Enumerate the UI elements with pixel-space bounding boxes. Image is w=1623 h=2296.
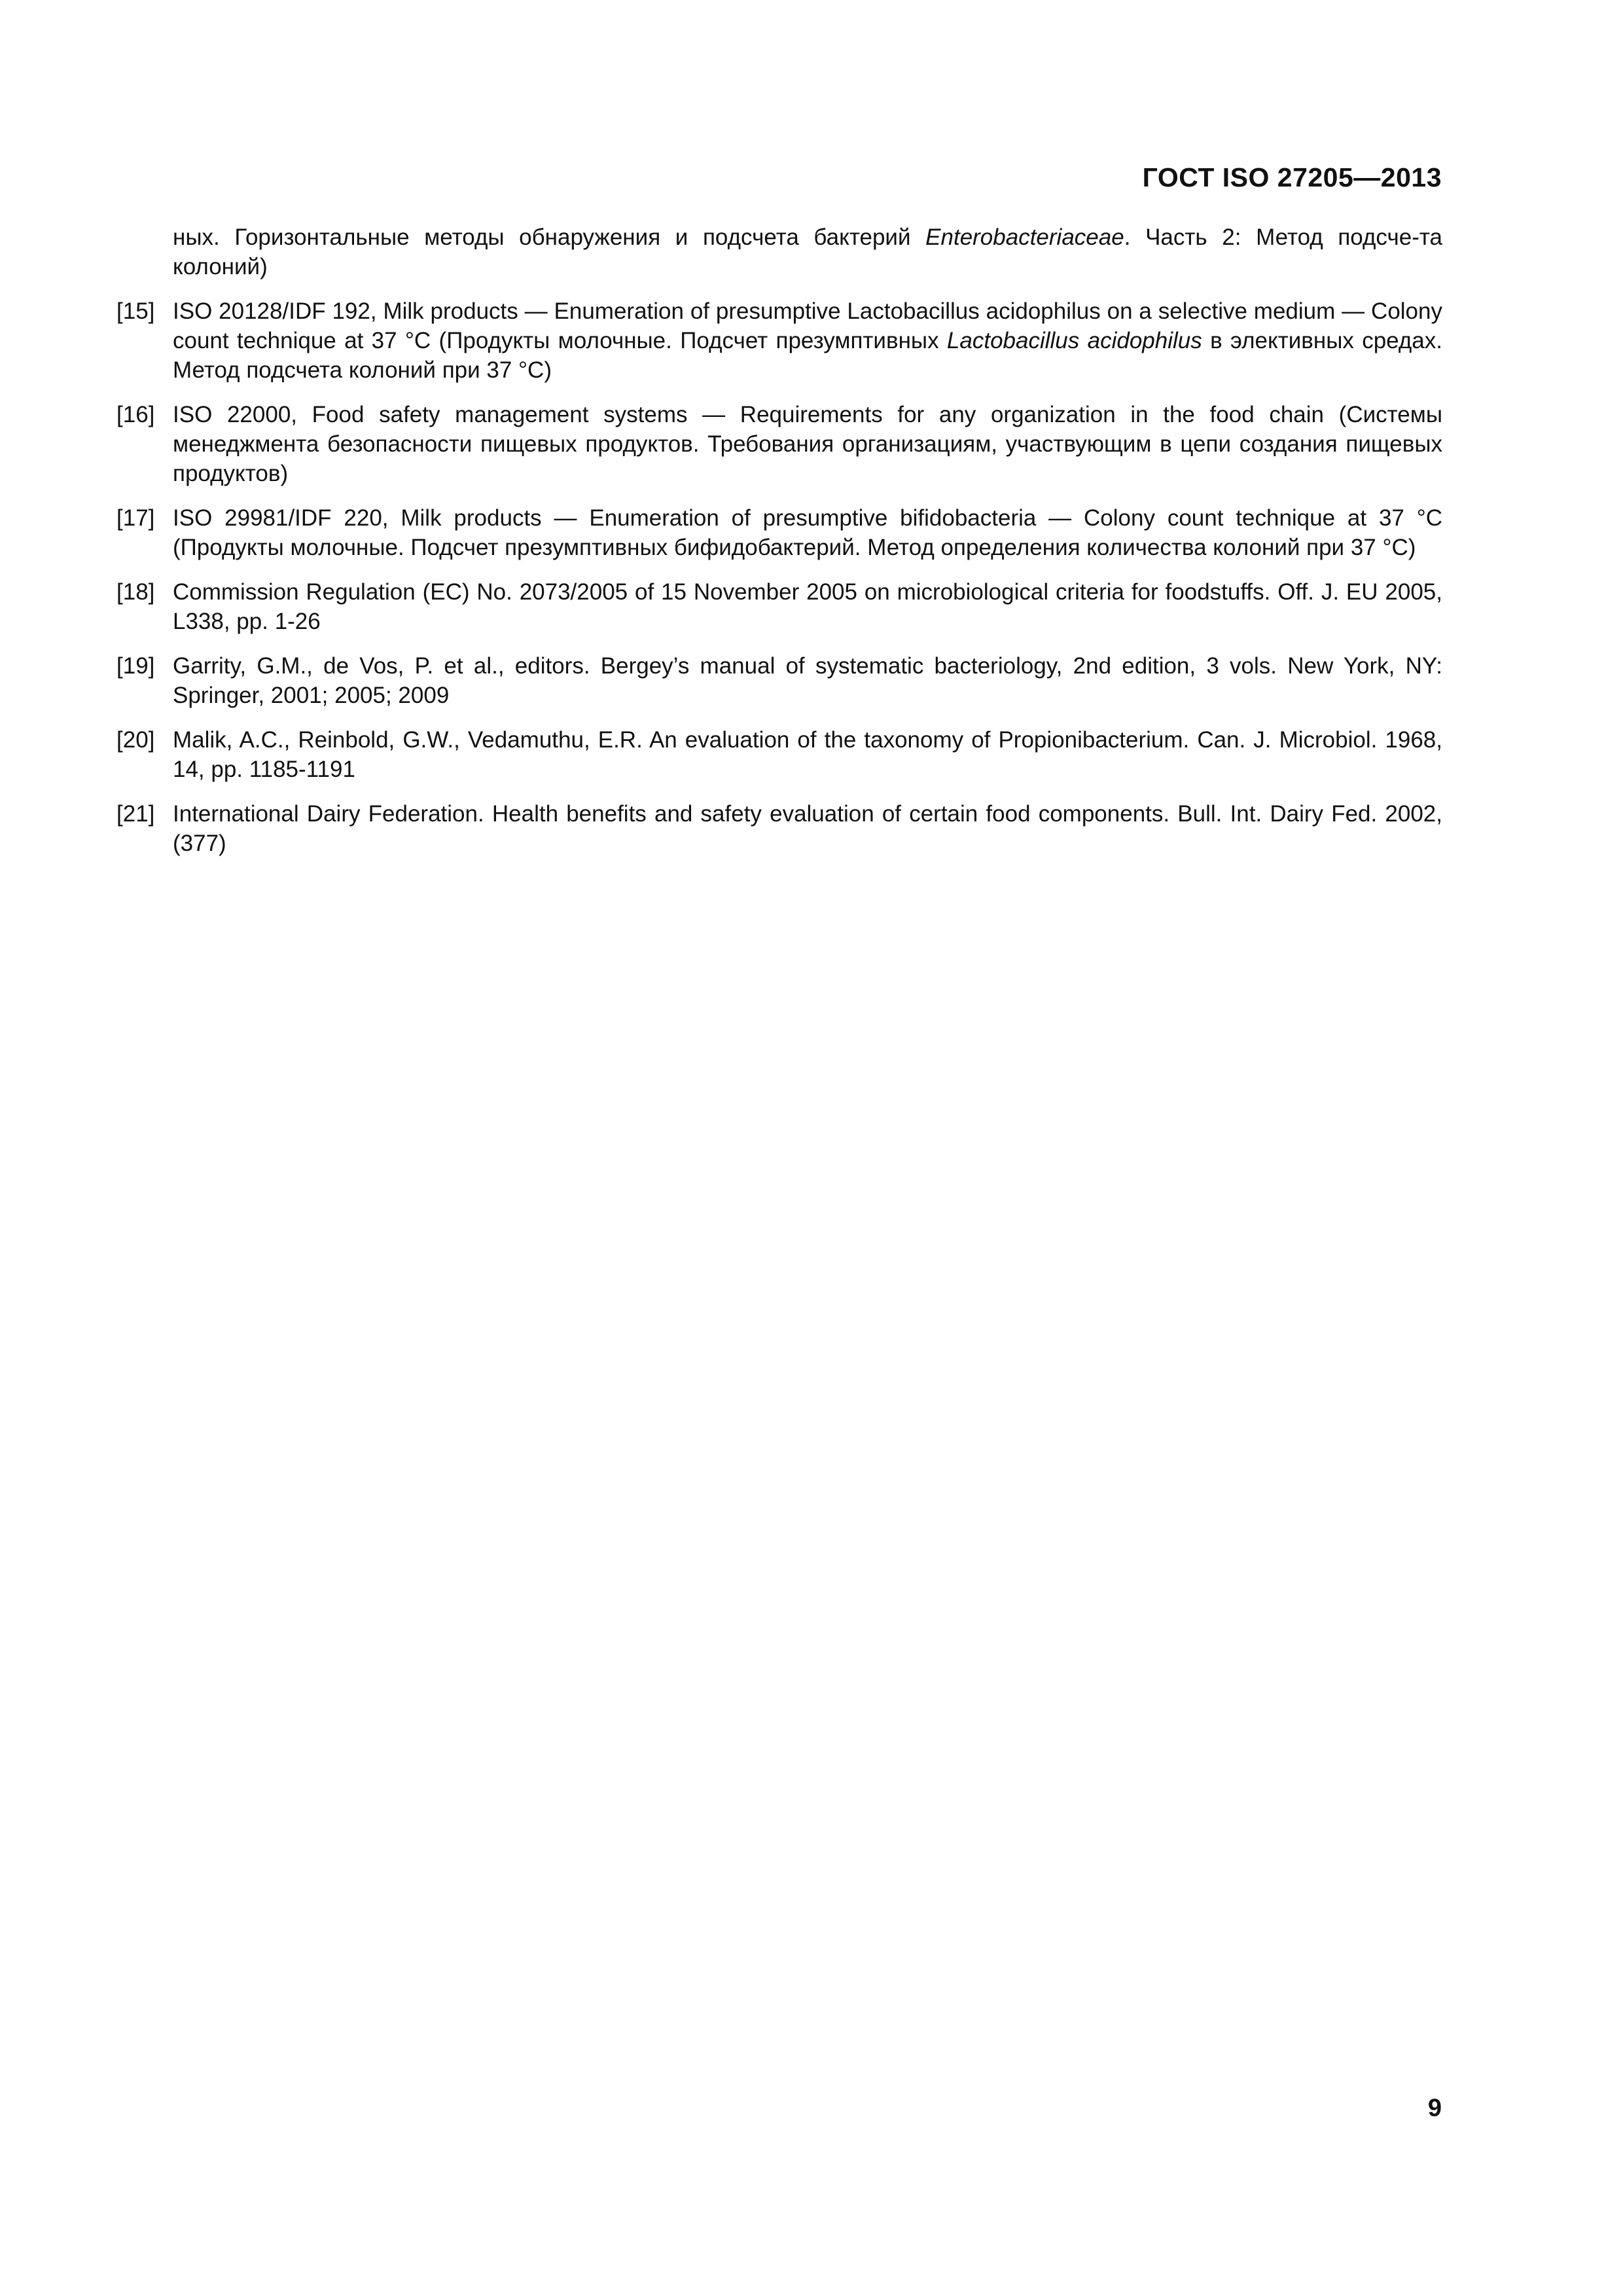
reference-number: [20]: [116, 727, 155, 753]
page-number: 9: [1427, 2094, 1442, 2122]
reference-20: [116, 725, 1442, 784]
reference-text-part: . Часть 2: Метод подсче-та колоний): [173, 224, 1442, 279]
reference-continuation: [116, 223, 1442, 281]
reference-text: Commission Regulation (EC) No. 2073/2005 of 15 November 2005 on microbiological criteria for foodstuffs. Off. J. EU 2005, L338, pp. 1-26: [173, 579, 1442, 634]
reference-text: International Dairy Federation. Health benefits and safety evaluation of certain food components. Bull. Int. Dairy Fed. 2002, (377): [173, 801, 1442, 856]
reference-italic-term: Enterobacteriaceae: [925, 224, 1124, 250]
reference-text: Garrity, G.M., de Vos, P. et al., editors. Bergey’s manual of systematic bacteriology, 2nd edition, 3 vols. New York, NY: Springer, 2001; 2005; 2009: [173, 653, 1442, 708]
reference-number: [21]: [116, 801, 155, 827]
reference-15: [116, 296, 1442, 385]
reference-text: Malik, A.C., Reinbold, G.W., Vedamuthu, E.R. An evaluation of the taxonomy of Propionibacterium. Can. J. Microbiol. 1968, 14, pp. 1185-1191: [173, 727, 1442, 782]
reference-number: [16]: [116, 402, 155, 427]
reference-italic-term: Lactobacillus acidophilus: [946, 328, 1202, 353]
reference-19: [116, 651, 1442, 710]
reference-text: ISO 29981/IDF 220, Milk products — Enumeration of presumptive bifidobacteria — Colony count technique at 37 °C (Продукты молочные. Подсчет презумптивных бифидобактерий. Метод определения количества колоний при 37 °C): [173, 505, 1442, 560]
reference-text-part: в элективных средах. Метод подсчета колоний при 37 °C): [173, 328, 1442, 383]
reference-text: [173, 296, 1442, 385]
reference-21: [116, 799, 1442, 858]
reference-17: [116, 503, 1442, 562]
bibliography: [116, 223, 1442, 873]
reference-16: [116, 400, 1442, 488]
reference-number: [19]: [116, 653, 155, 679]
reference-number: [15]: [116, 298, 155, 324]
reference-text-part: ISO 20128/IDF 192, Milk products — Enumeration of presumptive Lactobacillus acidophilus on a selective medium — Colony count technique at 37 °C (Продукты молочные. Подсчет презумптивных: [173, 298, 1442, 353]
reference-number: [18]: [116, 579, 155, 605]
document-code-header: ГОСТ ISO 27205—2013: [1142, 162, 1442, 192]
reference-text-part: ных. Горизонтальные методы обнаружения и подсчета бактерий: [173, 224, 926, 250]
reference-18: [116, 577, 1442, 636]
reference-text: ISO 22000, Food safety management systems — Requirements for any organization in the food chain (Системы менеджмента безопасности пищевых продуктов. Требования организациям, участвующим в цепи создания пищевых продуктов): [173, 402, 1442, 486]
reference-number: [17]: [116, 505, 155, 531]
